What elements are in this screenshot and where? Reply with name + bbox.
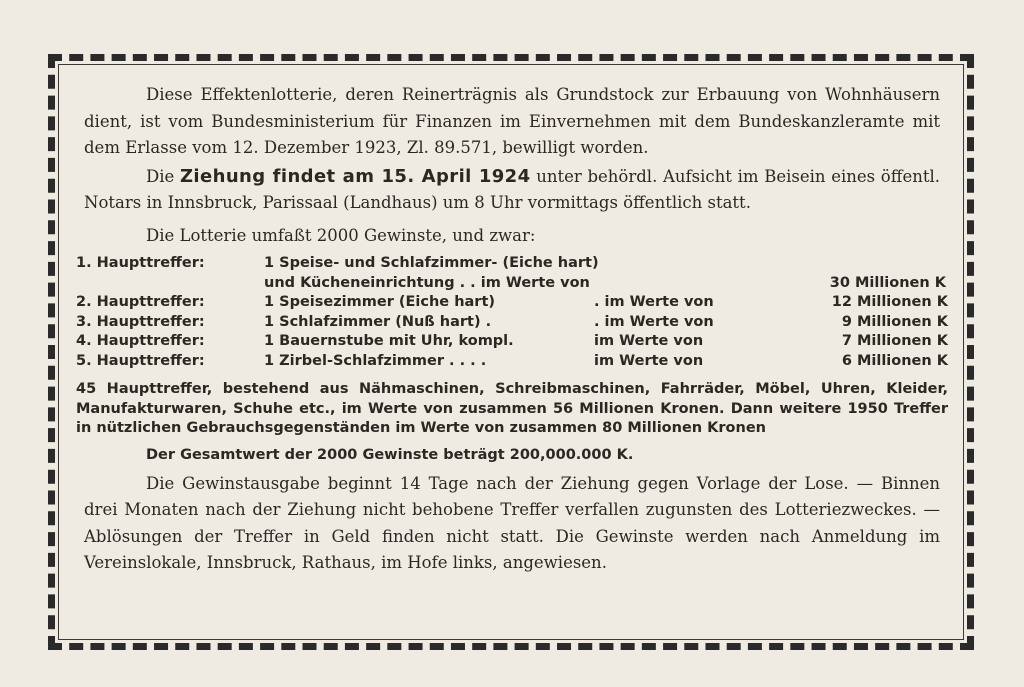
draw-prefix: Die <box>146 166 180 186</box>
prize-number: 3. Haupttreffer: <box>76 313 205 330</box>
prize-number: 5. Haupttreffer: <box>76 352 205 369</box>
prize-item-continued: und Kücheneinrichtung . . im Werte von <box>264 274 590 291</box>
draw-paragraph <box>84 164 940 217</box>
prize-value-label: . im Werte von <box>594 313 714 330</box>
closing-paragraph: Die Gewinstausgabe beginnt 14 Tage nach der Ziehung gegen Vorlage der Lose. — Binnen drei Monaten nach der Ziehung nicht behobene Treffer verfallen zugunsten des Lotteriezweckes. — Ablösungen der Treffer in Geld finden nicht statt. Die Gewinste werden nach Anmeldung im Vereinslokale, Innsbruck, Rathaus, im Hofe links, angewiesen. <box>84 473 940 572</box>
prize-number: 1. Haupttreffer: <box>76 255 205 271</box>
prize-item: 1 Schlafzimmer (Nuß hart) . <box>264 313 492 330</box>
prize-item: 1 Speisezimmer (Eiche hart) <box>264 294 496 310</box>
prize-item: 1 Bauernstube mit Uhr, kompl. <box>264 333 514 349</box>
prize-value-label: im Werte von <box>594 333 704 349</box>
prize-row <box>76 352 948 372</box>
prize-row-continued <box>76 274 948 294</box>
prize-value: 6 Millionen K <box>841 352 948 369</box>
prize-row <box>76 254 948 274</box>
prize-value: 7 Millionen K <box>841 333 948 349</box>
draw-date: Ziehung findet am 15. April 1924 <box>179 165 531 187</box>
draw-suffix: unter behördl. Aufsicht im Beisein eines öffentl. Notars in Innsbruck, Parissaal (Landhaus) um 8 Uhr vormittags öffentlich statt. <box>84 166 940 212</box>
total-value: Der Gesamtwert der 2000 Gewinste beträgt 200,000.000 K. <box>146 446 634 463</box>
prize-list <box>76 254 948 371</box>
prize-row <box>76 293 948 313</box>
prize-value: 12 Millionen K <box>831 294 948 310</box>
prize-number: 2. Haupttreffer: <box>76 294 205 310</box>
prizes-intro: Die Lotterie umfaßt 2000 Gewinste, und zwar: <box>146 225 536 245</box>
prize-row <box>76 332 948 352</box>
prize-item: 1 Speise- und Schlafzimmer- (Eiche hart) <box>264 255 599 271</box>
prize-value-label: im Werte von <box>594 352 704 369</box>
prize-value: 30 Millionen K <box>829 274 946 291</box>
prize-value-label: . im Werte von <box>594 294 714 310</box>
ticket-text <box>76 82 948 577</box>
prize-value: 9 Millionen K <box>841 313 948 330</box>
prize-item: 1 Zirbel-Schlafzimmer . . . . <box>264 352 487 369</box>
intro-paragraph: Diese Effektenlotterie, deren Reinerträgnis als Grundstock zur Erbauung von Wohnhäusern dient, ist vom Bundesministerium für Finanzen im Einvernehmen mit dem Bundeskanzleramte mit dem Erlasse vom 12. Dezember 1923, Zl. 89.571, bewilligt worden. <box>84 85 940 157</box>
prize-row <box>76 313 948 333</box>
prize-number: 4. Haupttreffer: <box>76 333 205 349</box>
additional-prizes: 45 Haupttreffer, bestehend aus Nähmaschinen, Schreibmaschinen, Fahrräder, Möbel, Uhren, Kleider, Manufakturwaren, Schuhe etc., im Werte von zusammen 56 Millionen Kronen. Dann weitere 1950 Treffer in nützlichen Gebrauchsgegenständen im Werte von zusammen 80 Millionen Kronen <box>76 381 948 436</box>
